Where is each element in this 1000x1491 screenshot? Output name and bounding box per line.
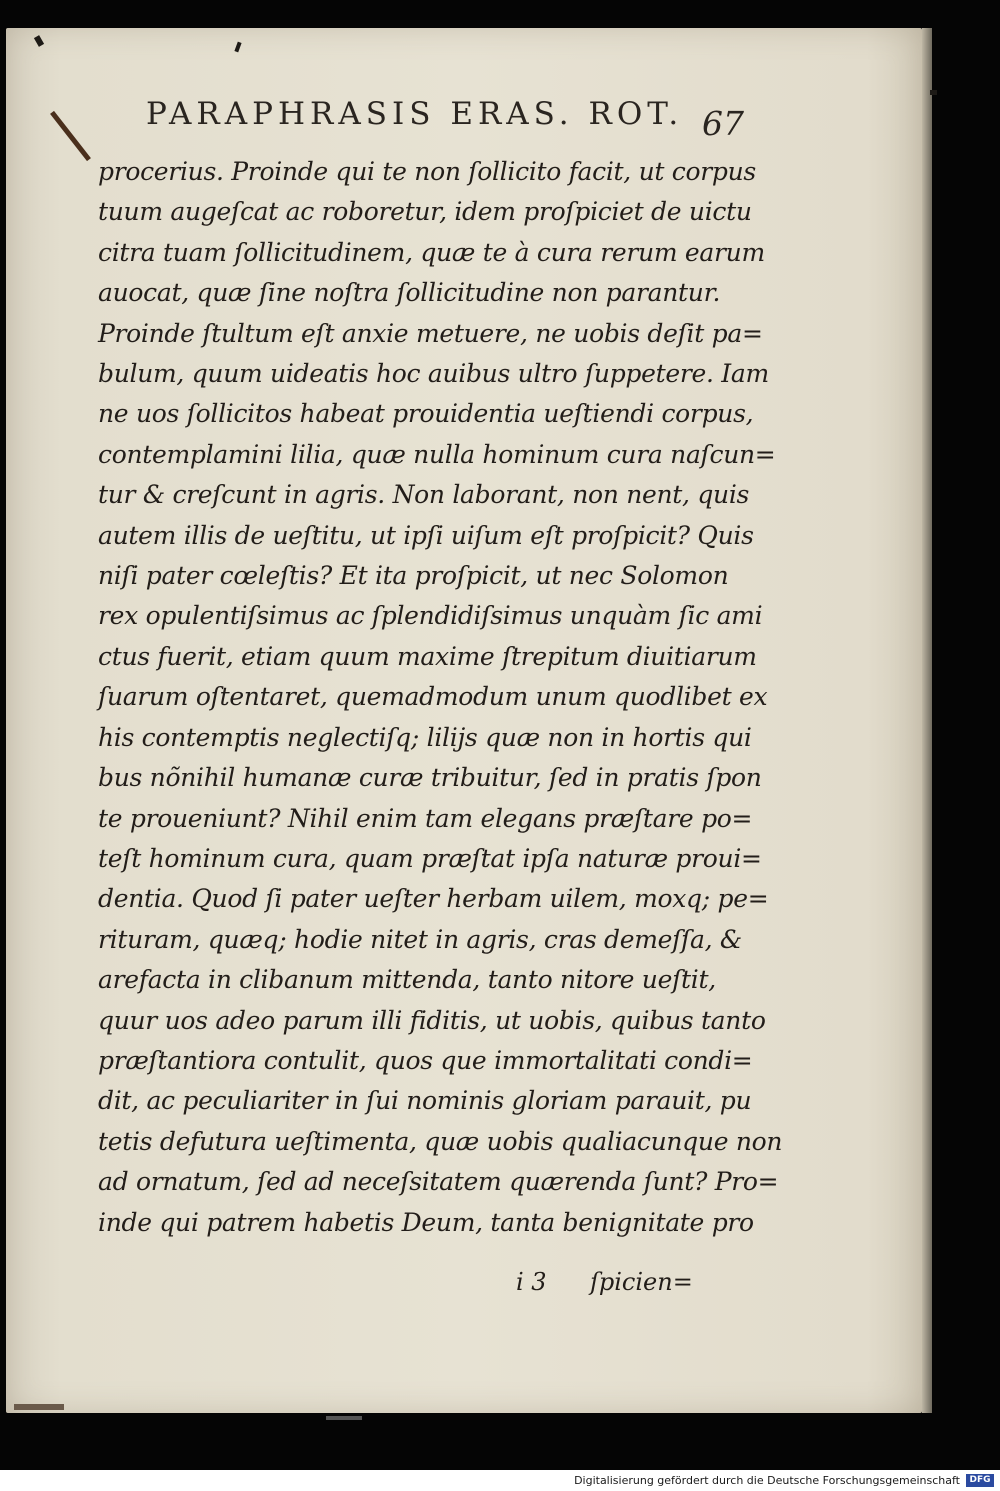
text-line: bus nõnihil humanæ curæ tribuitur, ſed in pratis ſpon <box>98 763 762 793</box>
text-line: teſt hominum cura, quam præſtat ipſa naturæ proui= <box>98 843 762 873</box>
body-text <box>98 152 783 1243</box>
dfg-logo: DFG <box>966 1474 994 1487</box>
text-line: inde qui patrem habetis Deum, tanta benignitate pro <box>98 1207 754 1237</box>
text-line: arefacta in clibanum mittenda, tanto nitore ueſtit, <box>98 965 716 995</box>
text-line: niſi pater cœleſtis? Et ita proſpicit, ut nec Solomon <box>98 561 729 591</box>
text-line: rituram, quæq; hodie nitet in agris, cras demeſſa, & <box>98 924 742 954</box>
text-line: tur & creſcunt in agris. Non laborant, non nent, quis <box>98 480 750 510</box>
ink-smudge <box>14 1404 64 1410</box>
text-line: contemplamini lilia, quæ nulla hominum cura naſcun= <box>98 439 776 469</box>
funding-credit: Digitalisierung gefördert durch die Deutsche Forschungsgemeinschaft <box>574 1474 960 1487</box>
ink-smudge <box>326 1416 362 1420</box>
catchword-row <box>506 1268 736 1308</box>
running-head: PARAPHRASIS ERAS. ROT. <box>146 96 684 132</box>
text-line: his contemptis neglectiſq; lilijs quæ non in hortis qui <box>98 722 752 752</box>
text-line: dentia. Quod ſi pater ueſter herbam uilem, moxq; pe= <box>98 884 769 914</box>
text-line: auocat, quæ ſine noſtra ſollicitudine non parantur. <box>98 278 721 308</box>
footer-bar <box>0 1470 1000 1491</box>
ink-smudge <box>34 35 44 47</box>
book-page <box>6 28 922 1413</box>
ink-smudge <box>50 111 91 161</box>
text-line: procerius. Proinde qui te non ſollicito facit, ut corpus <box>98 157 756 186</box>
text-line: præſtantiora contulit, quos que immortalitati condi= <box>98 1045 753 1075</box>
text-line: rex opulentiſsimus ac ſplendidiſsimus unquàm ſic ami <box>98 601 763 631</box>
text-line: ſuarum oſtentaret, quemadmodum unum quodlibet ex <box>98 682 768 712</box>
text-line: quur uos adeo parum illi fiditis, ut uobis, quibus tanto <box>98 1005 766 1035</box>
text-line: tetis defutura ueſtimenta, quæ uobis qualiacunque non <box>98 1126 783 1156</box>
ink-smudge <box>930 90 937 95</box>
ink-smudge <box>234 42 241 53</box>
text-line: citra tuam ſollicitudinem, quæ te à cura rerum earum <box>98 237 765 267</box>
text-line: ctus fuerit, etiam quum maxime ſtrepitum diuitiarum <box>98 641 757 671</box>
catchword: ſpicien= <box>590 1268 693 1296</box>
text-line: Proinde ſtultum eſt anxie metuere, ne uobis deſit pa= <box>98 318 763 348</box>
text-line: dit, ac peculiariter in ſui nominis gloriam parauit, pu <box>98 1086 752 1116</box>
page-number: 67 <box>702 104 744 143</box>
page-edge <box>922 28 932 1413</box>
text-line: ne uos ſollicitos habeat prouidentia ueſtiendi corpus, <box>98 399 754 429</box>
text-line: bulum, quum uideatis hoc auibus ultro ſuppetere. Iam <box>98 359 769 389</box>
signature-mark: i 3 <box>516 1268 547 1296</box>
text-line: autem illis de ueſtitu, ut ipſi uiſum eſt proſpicit? Quis <box>98 520 754 550</box>
text-line: ad ornatum, ſed ad neceſsitatem quærenda ſunt? Pro= <box>98 1167 779 1197</box>
text-line: tuum augeſcat ac roboretur, idem proſpiciet de uictu <box>98 197 752 227</box>
text-line: te proueniunt? Nihil enim tam elegans præſtare po= <box>98 803 753 833</box>
